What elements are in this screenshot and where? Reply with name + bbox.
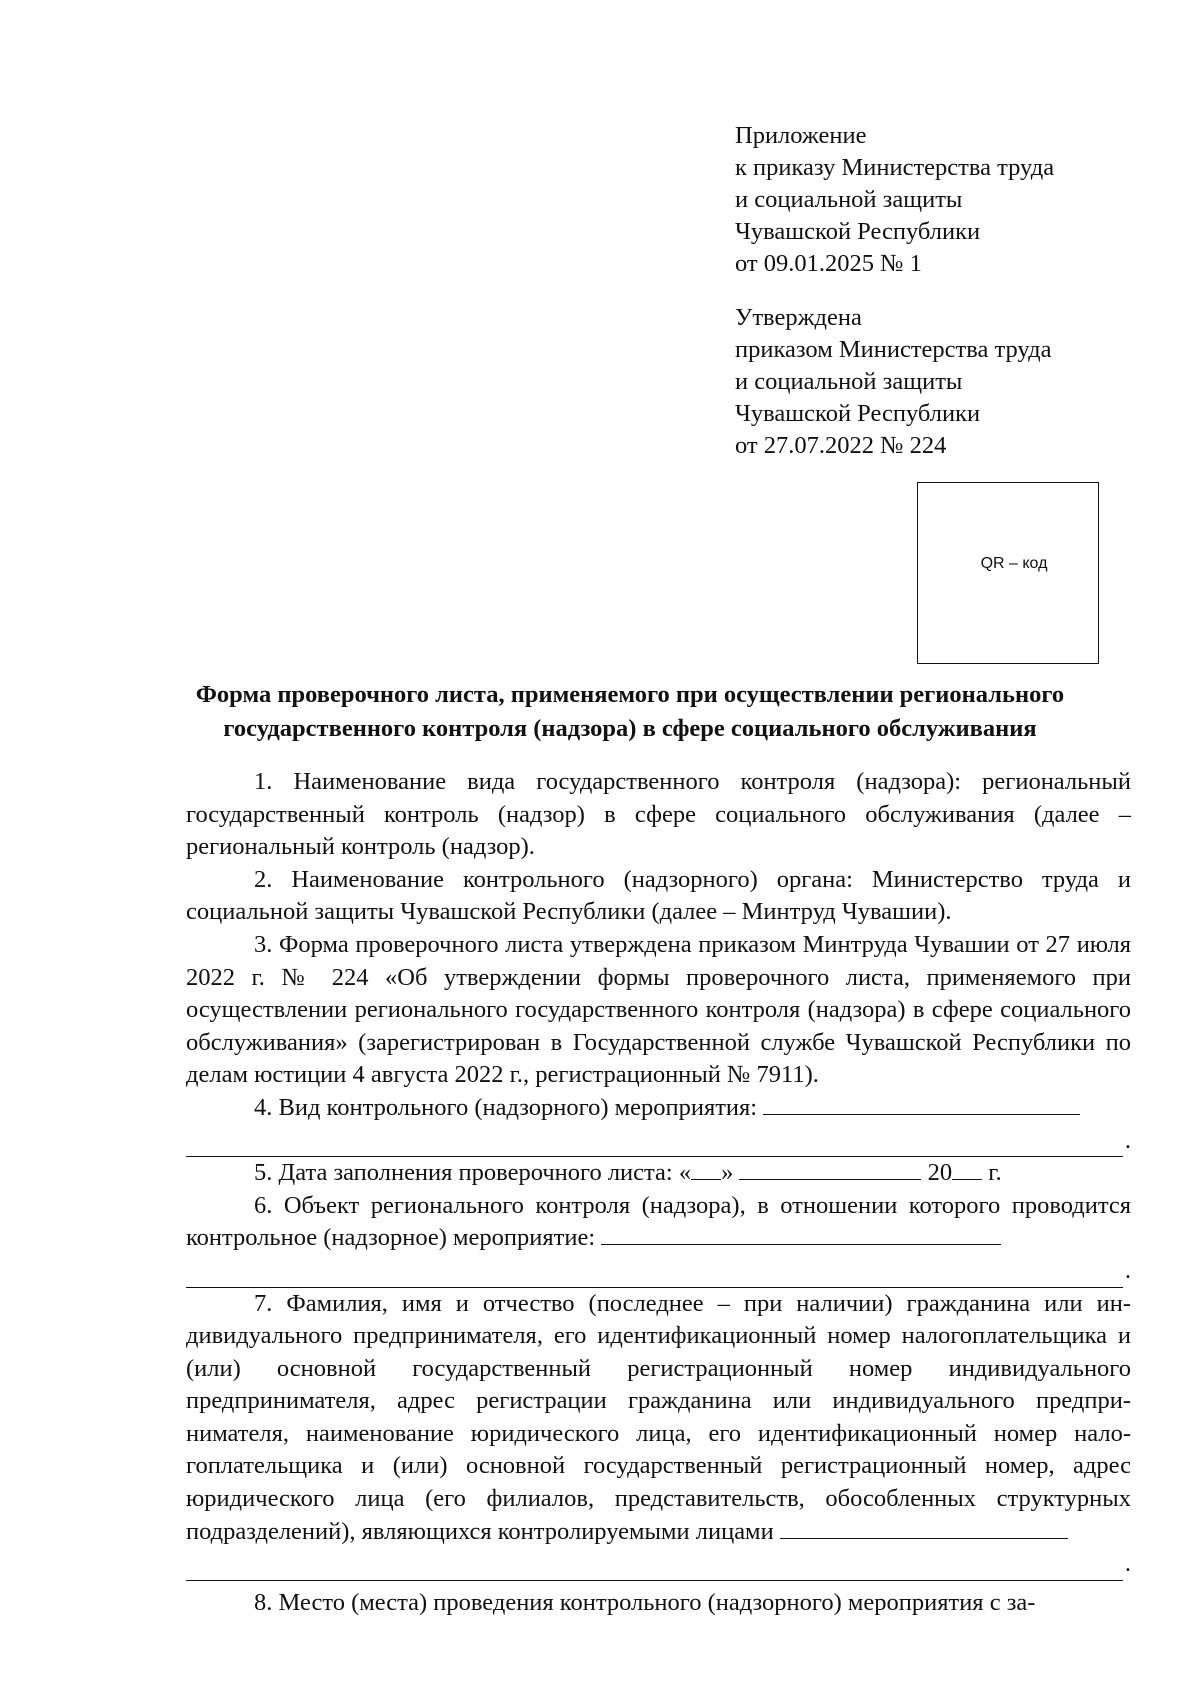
item-5: 5. Дата заполнения проверочного листа: « » 20 г. [254, 1159, 1002, 1187]
appendix-line: к приказу Министерства труда [735, 154, 1055, 181]
controlled-person-fill-line[interactable]: . [186, 1548, 1131, 1581]
item-8: 8. Место (места) проведения контрольного (надзорного) мероприятия с за- [254, 1588, 1036, 1616]
appendix-line: и социальной защиты [735, 186, 963, 213]
control-object-fill-line[interactable]: . [186, 1255, 1131, 1288]
item-5-label: 5. Дата заполнения проверочного листа: « [254, 1159, 692, 1187]
item-7 [186, 1288, 1131, 1549]
item-7-label: 7. Фамилия, имя и отчество (последнее – при наличии) гражданина или индивидуального предпринимателя, его идентификационный номер налогоплательщика и (или) основной государственный регистрационный номер индивидуального предпринимателя, адрес регистрации гражданина или индивидуального предпринимателя, наименование юридического лица, его идентификационный номер налогоплательщика и (или) основной государственный регистрационный номер, адрес юридического лица (его филиалов, представительств, обособленных структурных подразделений), являющихся контролируемыми лицами [186, 1289, 1131, 1545]
date-year-field[interactable] [952, 1157, 982, 1180]
item-3: 3. Форма проверочного листа утверждена приказом Минтруда Чувашии от 27 июля 2022 г. № 224 «Об утверждении формы проверочного листа, применяемого при осуществлении регионального государственного контроля (надзора) в сфере социального обслуживания» (зарегистрирован в Государственной службе Чувашской Республики по делам юстиции 4 августа 2022 г., регистрационный № 7911). [186, 930, 1131, 1089]
title-line-1: Форма проверочного листа, применяемого при осуществлении регионального [195, 681, 1065, 708]
approved-line: приказом Министерства труда [735, 336, 1052, 363]
control-type-fill-line[interactable]: . [186, 1125, 1131, 1158]
title-line-2: государственного контроля (надзора) в сфере социального обслуживания [223, 715, 1037, 742]
appendix-line: от 09.01.2025 № 1 [735, 250, 922, 277]
control-object-fill-field[interactable] [601, 1222, 1001, 1245]
item-1: 1. Наименование вида государственного контроля (надзора): региональный государственный контроль (надзор) в сфере социального обслуживания (далее – региональный контроль (надзор). [186, 768, 1131, 861]
document-title [150, 678, 1110, 746]
appendix-header [735, 120, 1135, 280]
date-month-field[interactable] [739, 1157, 921, 1180]
item-2: 2. Наименование контрольного (надзорного) органа: Министерство труда и социальной защиты Чувашской Республики (далее – Минтруд Чувашии). [186, 865, 1131, 926]
item-6 [186, 1190, 1131, 1255]
approved-line: Утверждена [735, 304, 862, 331]
item-4-label: 4. Вид контрольного (надзорного) мероприятия: [254, 1093, 758, 1121]
item-4 [186, 1092, 1131, 1125]
qr-code-placeholder [917, 482, 1099, 664]
appendix-line: Приложение [735, 122, 867, 149]
item-6-label: 6. Объект регионального контроля (надзора), в отношении которого проводится контрольное (надзорное) мероприятие: [186, 1191, 1131, 1252]
approved-line: Чувашской Республики [735, 400, 981, 427]
approved-line: от 27.07.2022 № 224 [735, 432, 947, 459]
control-type-fill-field[interactable] [763, 1092, 1080, 1115]
controlled-person-fill-field[interactable] [780, 1516, 1068, 1539]
approved-line: и социальной защиты [735, 368, 963, 395]
document-body [186, 766, 1131, 1619]
appendix-line: Чувашской Республики [735, 218, 981, 245]
date-day-field[interactable] [691, 1157, 721, 1180]
approved-header [735, 302, 1135, 462]
qr-code-label: QR – код [980, 555, 1048, 572]
